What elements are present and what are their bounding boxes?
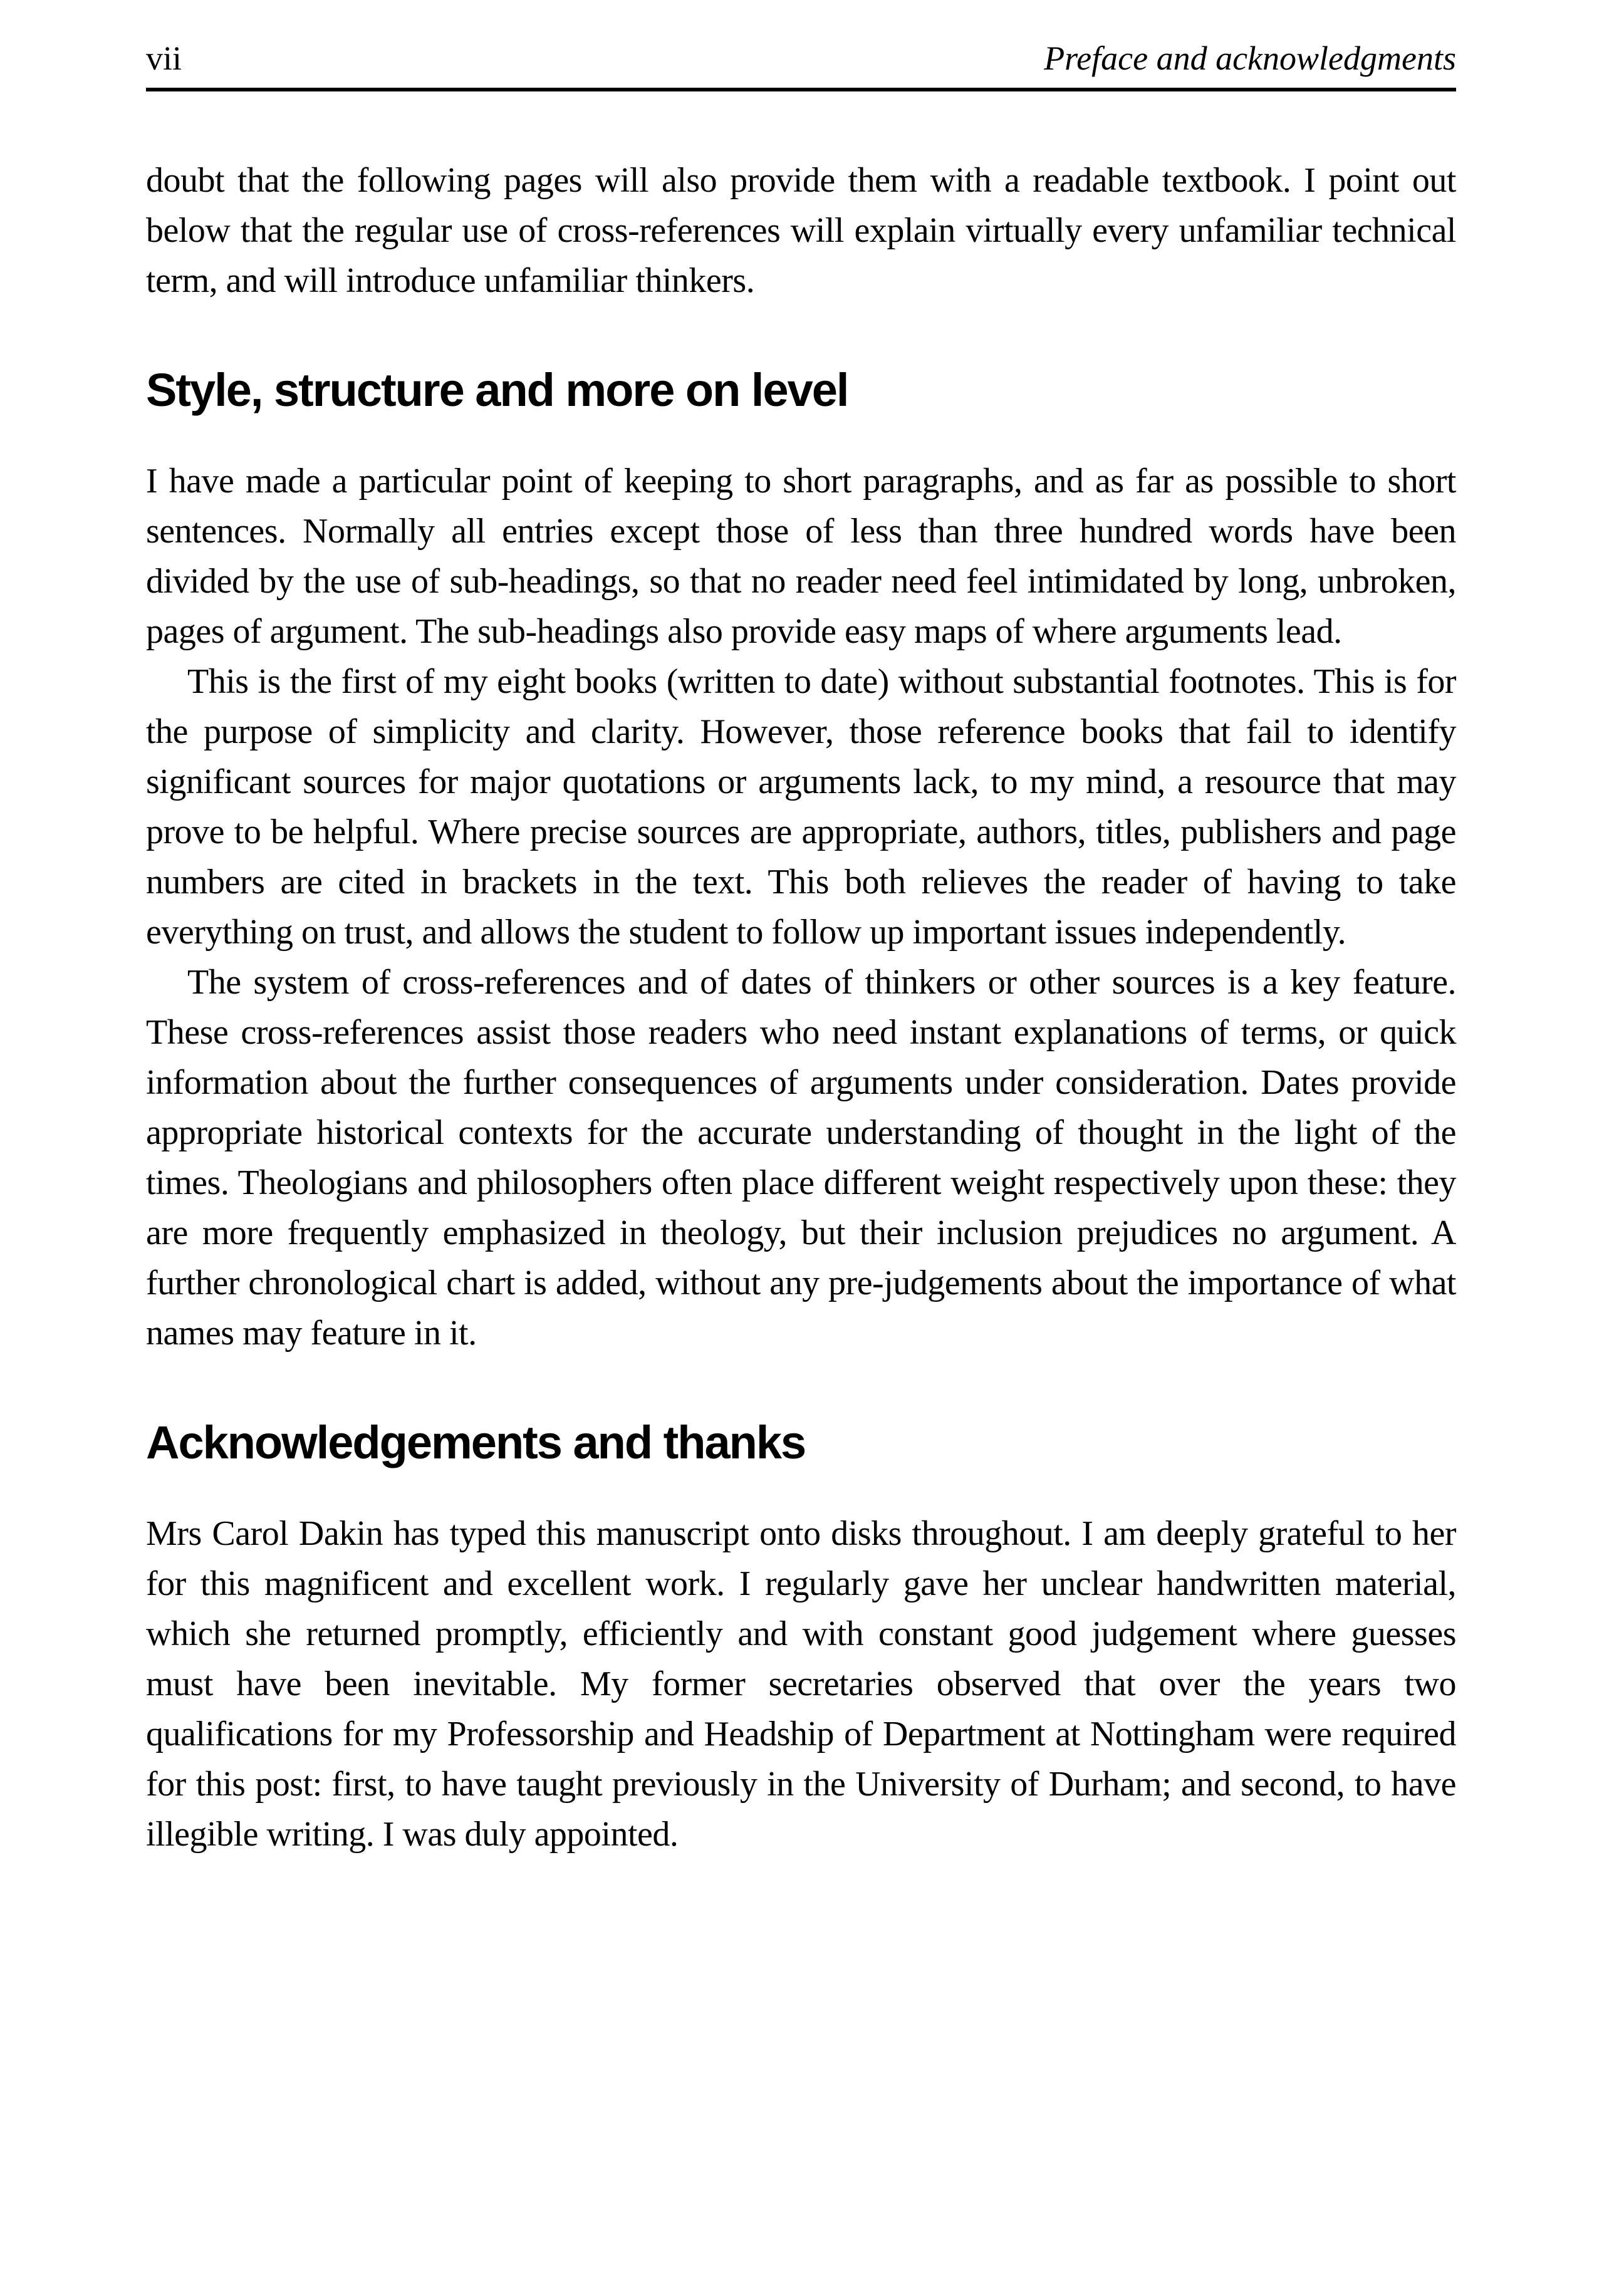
page-header <box>146 39 1456 78</box>
paragraph-first-of-eight-books: This is the first of my eight books (written to date) without substantial footnotes. This is for the purpose of simplicity and clarity. However, those reference books that fail to identify significant sources for major quotations or arguments lack, to my mind, a resource that may prove to be helpful. Where precise sources are appropriate, authors, titles, publishers and page numbers are cited in brackets in the text. This both relieves the reader of having to take everything on trust, and allows the student to follow up important issues independently. <box>146 662 1456 952</box>
paragraph-carol-dakin: Mrs Carol Dakin has typed this manuscript onto disks throughout. I am deeply grateful to her for this magnificent and excellent work. I regularly gave her unclear handwritten material, which she returned promptly, efficiently and with constant good judgement where guesses must have been inevitable. My former secretaries observed that over the years two qualifications for my Professorship and Headship of Department at Nottingham were required for this post: first, to have taught previously in the University of Durham; and second, to have illegible writing. I was duly appointed. <box>146 1514 1456 1854</box>
section-heading-style-structure: Style, structure and more on level <box>146 364 848 416</box>
paragraph-cross-references-system: The system of cross-references and of dates of thinkers or other sources is a key feature. These cross-references assist those readers who need instant explanations of terms, or quick information about the further consequences of arguments under consideration. Dates provide appropriate historical contexts for the accurate understanding of thought in the light of the times. Theologians and philosophers often place different weight respectively upon these: they are more frequently emphasized in theology, but their inclusion prejudices no argument. A further chronological chart is added, without any pre-judgements about the importance of what names may feature in it. <box>146 963 1456 1353</box>
running-title: Preface and acknowledgments <box>1044 39 1456 77</box>
header-rule <box>146 88 1456 91</box>
paragraph-short-paragraphs: I have made a particular point of keeping to short paragraphs, and as far as possible to short sentences. Normally all entries except those of less than three hundred words have been divided by the use of sub-headings, so that no reader need feel intimidated by long, unbroken, pages of argument. The sub-headings also provide easy maps of where arguments lead. <box>146 462 1456 651</box>
intro-paragraph: doubt that the following pages will also provide them with a readable textbook. I point out below that the regular use of cross-references will explain virtually every unfamiliar technical term, and will introduce unfamiliar thinkers. <box>146 161 1456 300</box>
page-number: vii <box>146 39 182 77</box>
section-heading-acknowledgements: Acknowledgements and thanks <box>146 1416 806 1468</box>
page-body <box>146 155 1456 1859</box>
